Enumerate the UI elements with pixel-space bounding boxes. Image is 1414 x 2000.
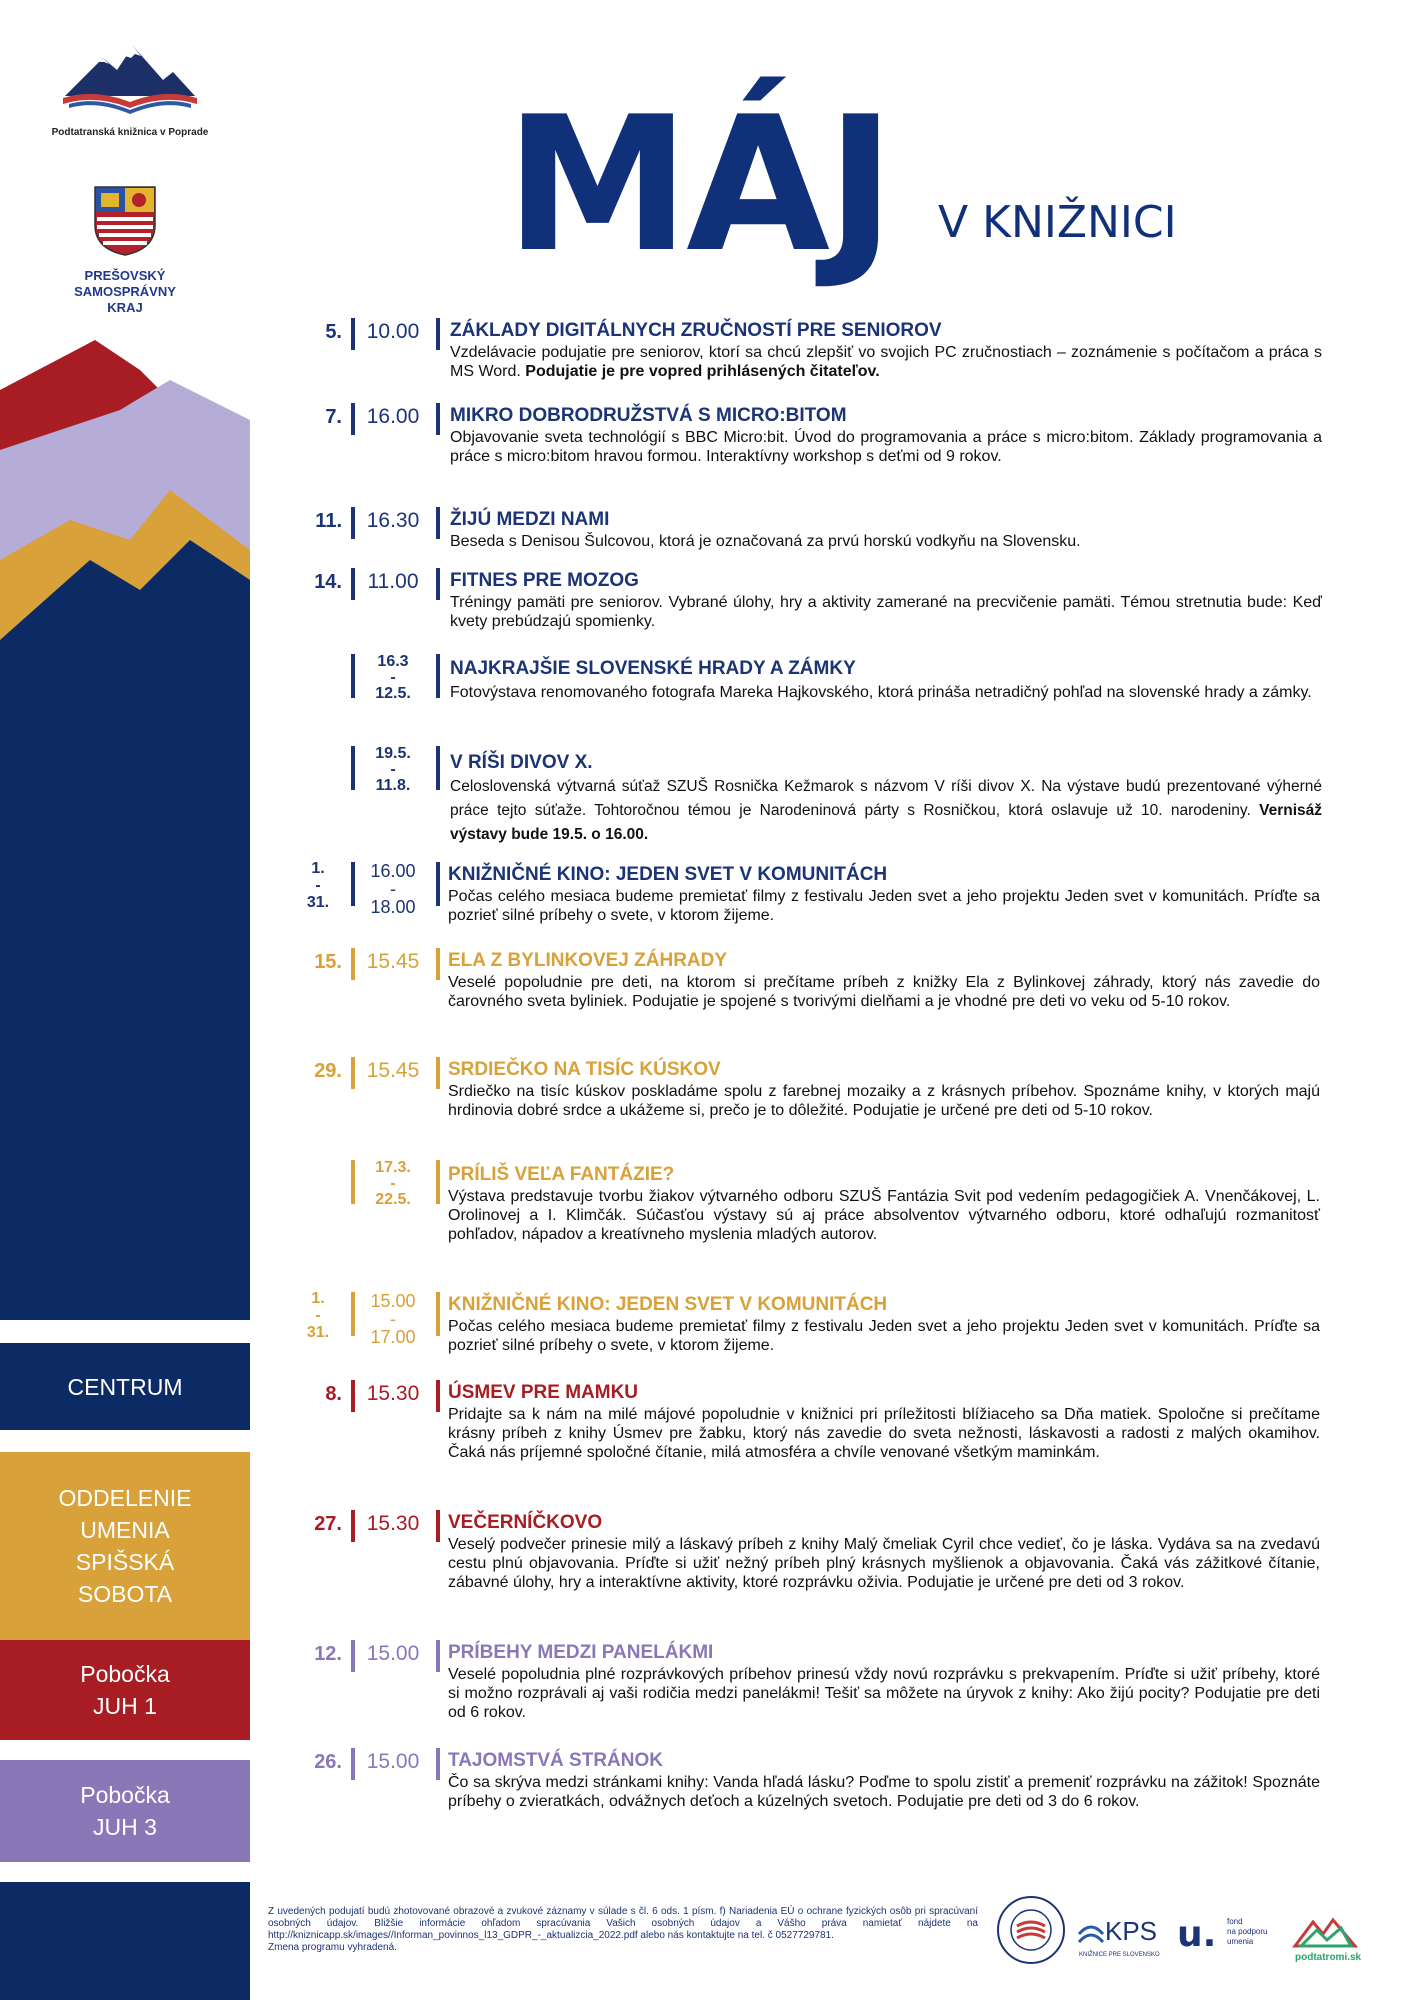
event-divider [436, 403, 440, 435]
event-title: ZÁKLADY DIGITÁLNYCH ZRUČNOSTÍ PRE SENIOROV [450, 320, 942, 341]
event-divider [351, 507, 355, 539]
library-name: Podtatranská knižnica v Poprade [51, 127, 209, 138]
region-logo [60, 185, 190, 316]
event-body [448, 1059, 1320, 1120]
event-title: NAJKRAJŠIE SLOVENSKÉ HRADY A ZÁMKY [450, 658, 856, 679]
event-divider [436, 746, 440, 790]
event-title: VEČERNÍČKOVO [448, 1512, 603, 1533]
event-divider [436, 862, 440, 906]
fpu-logo-icon [1177, 1914, 1267, 1955]
event-body [448, 1642, 1320, 1722]
gdpr-text: Z uvedených podujatí budú zhotovované obrazové a zvukové záznamy v súlade s čl. 6 ods. 1 písm. f) Nariadenia EÚ o ochrane fyzických osôb pri spracúvaní osobných údajov. Bližšie informácie ohľadom spracúvania Vašich osobných údajov a Vášho práva namietať nájdete na http://kniznicapp.sk/images//Informan_povinnos_l13_GDPR_-_aktualizcia_2022.pdf alebo nás kontaktujte na tel. č 0527729781. [268, 1906, 978, 1941]
event-divider [351, 1160, 355, 1204]
event-divider [436, 1748, 440, 1780]
event-day: 15. [314, 951, 342, 973]
event-time: 16.30 [366, 509, 420, 532]
event-title: ŽIJÚ MEDZI NAMI [450, 509, 610, 530]
event-divider [351, 948, 355, 980]
coat-of-arms-icon [93, 185, 157, 257]
event-description: Veselé popoludnie pre deti, na ktorom si prečítame príbeh z knižky Ela z Bylinkovej záhrady, ktorý nás zavedie do čarovného sveta byliniek. Podujatie je spojené s tvorivými dielňami a je vhodné pre deti vo veku od 5-10 rokov. [448, 974, 1320, 1010]
event-divider [436, 1292, 440, 1336]
section-juh3: Pobočka JUH 3 [0, 1760, 250, 1862]
gdpr-notice [268, 1906, 978, 1954]
mountain-decoration-icon [0, 340, 250, 1320]
event-description: Objavovanie sveta technológií s BBC Micro:bit. Úvod do programovania a práce s micro:bitom. Základy programovania a práce s micro:bitom hravou formou. Interaktívny workshop s deťmi od 9 rokov. [450, 429, 1322, 465]
kps-logo-icon [1079, 1916, 1160, 1958]
event-body [450, 405, 1322, 466]
event-description: Počas celého mesiaca budeme premietať filmy z festivalu Jeden svet a jeho projektu Jeden svet v komunitách. Príďte sa pozrieť silné príbehy o svete, v ktorom žijeme. [448, 1318, 1320, 1354]
fpu-logo-line3: umenia [1227, 1937, 1254, 1946]
event-day: 26. [314, 1751, 342, 1773]
event-time-range: 16.00 - 18.00 [370, 861, 416, 917]
event-title: V RÍŠI DIVOV X. [450, 752, 593, 773]
event-title: TAJOMSTVÁ STRÁNOK [448, 1750, 663, 1771]
event-body [448, 1164, 1320, 1244]
event-body [448, 950, 1320, 1011]
event-time: 16.00 [366, 405, 420, 428]
event-body [450, 658, 1322, 705]
event-divider [351, 1292, 355, 1336]
mountain-book-icon [55, 40, 205, 118]
event-time: 15.00 [366, 1642, 420, 1665]
event-description: Celoslovenská výtvarná súťaž SZUŠ Rosnička Kežmarok s názvom V ríši divov X. Na výstave budú prezentované výherné práce tejto súťaže. Tohtoročnou témou je Narodeninová párty s Rosničkou, ktorá oslavuje už 10. narodeniny. Vernisáž výstavy bude 19.5. o 16.00. [450, 778, 1322, 843]
region-name: PREŠOVSKÝ SAMOSPRÁVNY KRAJ [74, 268, 176, 315]
event-body [450, 509, 1322, 551]
event-description: Čo sa skrýva medzi stránkami knihy: Vanda hľadá lásku? Poďme to spolu zistiť a premeniť rozprávku na zážitok! Spoznáte príbehy o zvieratkách, odvážnych deťoch a kúzelných svetoch. Podujatie pre deti od 3 do 6 rokov. [448, 1774, 1320, 1810]
event-divider [351, 654, 355, 698]
event-title: SRDIEČKO NA TISÍC KÚSKOV [448, 1059, 721, 1080]
event-divider [436, 1510, 440, 1542]
page-title: MÁJ [505, 76, 892, 293]
fpu-logo-line2: na podporu [1227, 1927, 1268, 1936]
event-day: 14. [314, 571, 342, 593]
partner-logos-graphic [995, 1890, 1390, 1970]
event-day: 7. [325, 406, 342, 428]
section-juh1: Pobočka JUH 1 [0, 1640, 250, 1740]
event-divider [436, 948, 440, 980]
event-time: 11.00 [367, 570, 419, 593]
sidebar [0, 0, 250, 2000]
event-time: 15.00 [366, 1750, 420, 1773]
event-divider [351, 1748, 355, 1780]
event-date-range: 19.5. - 11.8. [375, 745, 411, 794]
section-oddelenie-umenia: ODDELENIE UMENIA SPIŠSKÁ SOBOTA [0, 1452, 250, 1640]
event-description: Beseda s Denisou Šulcovou, ktorá je označovaná za prvú horskú vodkyňu na Slovensku. [450, 533, 1081, 550]
event-divider [351, 746, 355, 790]
event-divider [436, 318, 440, 350]
event-description: Veselé popoludnia plné rozprávkových príbehov prinesú vždy novú rozprávku s prekvapením. Príďte si užiť príbehy, ktoré si možno rozprávali aj vaši rodičia medzi panelákmi! Tešiť sa môžete na úryvok z knihy: Ako žijú pocity? Podujatie pre deti od 6 rokov. [448, 1666, 1320, 1721]
event-description: Výstava predstavuje tvorbu žiakov výtvarného odboru SZUŠ Fantázia Svit pod vedením pedagogičiek A. Vnenčákovej, L. Orolinovej a I. Klimčák. Súčasťou výstavy sú aj práce absolventov výtvarného odboru, ktoré odhaľujú rozmanitosť pohľadov, nápadov a kreatívneho myslenia mladých autorov. [448, 1188, 1320, 1243]
partner-logos [995, 1890, 1390, 1970]
sidebar-footer-bar [0, 1882, 250, 2000]
event-day: 11. [315, 510, 342, 532]
event-title: MIKRO DOBRODRUŽSTVÁ S MICRO:BITOM [450, 405, 847, 426]
event-day: 5. [325, 321, 342, 343]
event-time: 15.30 [366, 1512, 420, 1535]
event-day: 8. [325, 1383, 342, 1405]
event-date-range: 16.3 - 12.5. [375, 653, 411, 702]
event-description: Počas celého mesiaca budeme premietať filmy z festivalu Jeden svet a jeho projektu Jeden svet v komunitách. Príďte sa pozrieť silné príbehy o svete, v ktorom žijeme. [448, 888, 1320, 924]
event-body [450, 752, 1322, 847]
event-title: ELA Z BYLINKOVEJ ZÁHRADY [448, 950, 728, 971]
event-day: 29. [314, 1060, 342, 1082]
event-description: Srdiečko na tisíc kúskov poskladáme spolu z farebnej mozaiky a z krásnych príbehov. Spoznáme knihy, v ktorých majú hrdinovia dobré srdce a ukážeme si, prečo je to dôležité. Podujatie je určené pre deti od 5-10 rokov. [448, 1083, 1320, 1119]
event-title: PRÍLIŠ VEĽA FANTÁZIE? [448, 1164, 675, 1185]
event-body [448, 864, 1320, 925]
event-description: Veselý podvečer prinesie milý a láskavý príbeh z knihy Malý čmeliak Cyril chce vedieť, čo je láska. Vydáva sa na zvedavú cestu plnú objavovania. Príďte si užiť nežný príbeh plný krásnych myšlienok a objavovania. Čaká vás zážitkové čítanie, zábavné úlohy, hry a interaktívne aktivity, ktoré rozprávku oživia. Podujatie je určené pre deti od 3 rokov. [448, 1536, 1320, 1591]
event-divider [351, 1640, 355, 1672]
event-divider [436, 568, 440, 600]
cvti-seal-icon [998, 1897, 1064, 1963]
event-body [448, 1512, 1320, 1592]
event-day-range: 1. - 31. [306, 1290, 330, 1341]
event-time: 15.30 [366, 1382, 420, 1405]
event-description: Tréningy pamäti pre seniorov. Vybrané úlohy, hry a aktivity zamerané na precvičenie pamäti. Témou stretnutia bude: Keď kvety prebúdzajú spomienky. [450, 594, 1322, 630]
kps-logo-text: KPS [1105, 1916, 1158, 1946]
fpu-logo-line1: fond [1227, 1917, 1243, 1926]
event-divider [351, 1510, 355, 1542]
event-divider [436, 1160, 440, 1204]
program-change-note: Zmena programu vyhradená. [268, 1942, 397, 1953]
event-title: KNIŽNIČNÉ KINO: JEDEN SVET V KOMUNITÁCH [448, 864, 888, 885]
podtatromi-logo-text: podtatromi.sk [1295, 1952, 1362, 1963]
event-title: KNIŽNIČNÉ KINO: JEDEN SVET V KOMUNITÁCH [448, 1294, 888, 1315]
podtatromi-logo-icon [1295, 1920, 1362, 1963]
event-divider [351, 1057, 355, 1089]
event-body [448, 1294, 1320, 1355]
fpu-logo-mark: u. [1177, 1914, 1217, 1955]
event-title: PRÍBEHY MEDZI PANELÁKMI [448, 1642, 714, 1663]
event-divider [351, 403, 355, 435]
event-title: ÚSMEV PRE MAMKU [448, 1382, 639, 1403]
event-description: Vzdelávacie podujatie pre seniorov, ktorí sa chcú zlepšiť vo svojich PC zručnostiach – zoznámenie s počítačom a práca s MS Word. Podujatie je pre vopred prihlásených čitateľov. [450, 344, 1322, 380]
event-divider [436, 1640, 440, 1672]
event-description: Fotovýstava renomovaného fotografa Mareka Hajkovského, ktorá prináša netradičný pohľad na slovenské hrady a zámky. [450, 684, 1312, 701]
event-divider [436, 654, 440, 698]
event-time-range: 15.00 - 17.00 [370, 1291, 416, 1347]
section-centrum: CENTRUM [0, 1343, 250, 1430]
event-divider [351, 862, 355, 906]
event-divider [436, 1380, 440, 1412]
event-day-range: 1. - 31. [306, 860, 330, 911]
event-body [450, 320, 1322, 381]
event-body [448, 1750, 1320, 1811]
event-time: 15.45 [366, 1059, 420, 1082]
event-time: 15.45 [366, 950, 420, 973]
library-logo [30, 40, 230, 138]
event-divider [351, 1380, 355, 1412]
event-divider [351, 318, 355, 350]
event-date-range: 17.3. - 22.5. [375, 1159, 411, 1208]
event-body [450, 570, 1322, 631]
event-body [448, 1382, 1320, 1462]
kps-logo-subtext: KNIŽNICE PRE SLOVENSKO [1079, 1952, 1160, 1958]
event-time: 10.00 [366, 320, 420, 343]
event-day: 27. [314, 1513, 342, 1535]
event-title: FITNES PRE MOZOG [450, 570, 639, 591]
event-divider [436, 1057, 440, 1089]
event-description: Pridajte sa k nám na milé májové popoludnie v knižnici pri príležitosti blížiaceho sa Dňa matiek. Spoločne si prečítame krásny príbeh z knihy Úsmev pre žabku, ktorý nás zavedie do sveta nežnosti, láskavosti a radosti z malých okamihov. Čaká nás príjemné spoločné čítanie, milá atmosféra a chvíle venované všetkým maminkám. [448, 1406, 1320, 1461]
event-divider [436, 507, 440, 539]
event-day: 12. [314, 1643, 342, 1665]
page-subtitle: V KNIŽNICI [938, 197, 1177, 248]
event-divider [351, 568, 355, 600]
